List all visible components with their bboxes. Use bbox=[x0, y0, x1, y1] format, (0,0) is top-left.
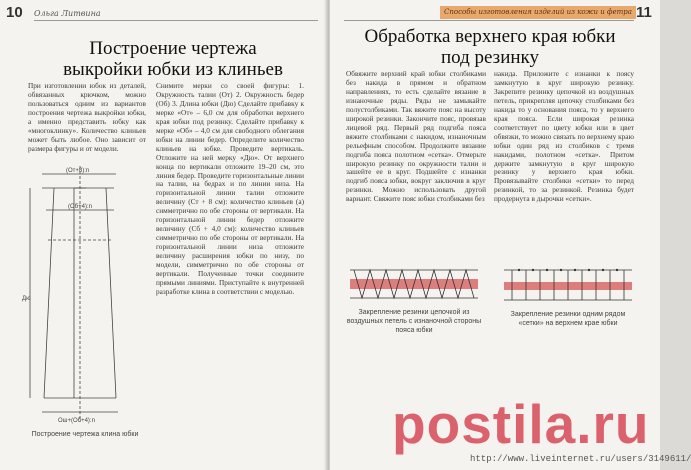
left-title-line2: выкройки юбки из клиньев bbox=[63, 59, 283, 80]
right-figure1-caption: Закрепление резинки цепочкой из воздушных петель с изнаночной стороны пояса юбки bbox=[346, 309, 482, 334]
right-title-line1: Обработка верхнего края юбки bbox=[364, 26, 616, 47]
left-page bbox=[0, 0, 326, 470]
header-tab: Способы изготовления изделий из кожи и фетра bbox=[440, 6, 636, 19]
dim-bottom-label: Ош+(Об+4):n bbox=[58, 418, 95, 424]
left-header-rule bbox=[34, 20, 318, 21]
right-header-rule bbox=[344, 20, 634, 21]
elastic-chain-diagram bbox=[348, 262, 480, 306]
postila-watermark: postila.ru bbox=[392, 393, 650, 455]
right-page-number: 11 bbox=[636, 4, 652, 21]
right-text-column-1: Обвяжите верхний край юбки столбиками без накида в прямом и обратном направлениях, то есть сделайте вязание в изнаночные ряды. Ряды не замыкайте полустолбиками. Так вяжите пояс на высоту широкой резинки. Закончите пояс, провязав лицевой ряд. Первый ряд подгиба пояса вяжите столбиками с накидом, изнаночным рельефным способом. Продолжите вязание подгиба пояса полотном «сетка». Отмерьте широкую резинку по окружности талии и зашейте ее в круг. Подшейте с изнанки подгиб пояса юбки, вокруг заключив в круг резинки. Можно использовать другой вариант. Свяжите пояс юбки столбиками без bbox=[346, 69, 486, 204]
left-title-line1: Построение чертежа bbox=[89, 38, 257, 59]
left-page-number: 10 bbox=[6, 4, 23, 21]
source-url: http://www.liveinternet.ru/users/3149611/ bbox=[470, 454, 691, 464]
right-title-line2: под резинку bbox=[440, 47, 539, 68]
dim-top-label: (От+8):n bbox=[66, 168, 90, 174]
right-page-title bbox=[350, 26, 630, 68]
dim-length-label: Дю bbox=[22, 296, 31, 302]
left-intro-text: При изготовлении юбок из деталей, обвязанных крючком, можно пользоваться одним из вариантов построения чертежа выкройки юбки, а именно представить юбку как «многоклинку». Количество клиньев может быть любое. Оно зависит от размера фигуры и от модели. bbox=[28, 81, 146, 153]
dim-hip-label: (Об+4):n bbox=[68, 204, 92, 210]
skirt-panel-drawing bbox=[20, 160, 152, 430]
right-text-column-2: накида. Приложите с изнанки к поясу замкнутую в круг широкую резинку. Закрепите резинку цепочкой из воздушных петель, прикрепляя цепочку столбиками без накида то у основания пояса, то у верхнего края пояса. Если широкая резинка соответствует по цвету юбки или в цвет обвязки, то можно связать по верхнему краю юбки один ряд из столбиков с тремя накидами, полотном «сетка». Притом держите замкнутую в круг широкую резинку у верхнего края юбки. Провязывайте столбики «сетки» то перед резинкой, то за резинкой. Резинка будет продернута в дырочки «сетки». bbox=[494, 69, 634, 204]
elastic-mesh-diagram bbox=[502, 262, 634, 306]
author-name: Ольга Литвина bbox=[34, 9, 101, 18]
left-instructions-text: Снимите мерки со своей фигуры: 1. Окружность талии (От) 2. Окружность бедер (Об) 3. Длина юбки (Дю) Сделайте прибавку к мерке «От» – 6,0 см для обработки верхнего края юбки под резинку. Сделайте прибавку к мерке «Об» – 4,0 см для свободного облегания юбки на линии бедер. Определите количество клиньев на юбке. Проведите вертикаль. Отложите на ней мерку «Дю». От верхнего конца по вертикали отложите 19–20 см, это линия бедер. Проведите горизонтальные линии на талии, на бедрах и по линии низа. На горизонтальной линии талии отложите величину (Ст + 8 см): количество клиньев (а) симметрично по обе стороны от вертикали. На горизонтальной линии бедер отложите величину (Сб + 4,0 см): количество клиньев симметрично по обе стороны от вертикали. На горизонтальной линии низа отложите величину расширения юбки по низу, по модели, симметрично по обе стороны от вертикали. Полученные точки соедините прямыми линиями. Приступайте к внутренней разработке клина в соответствии с моделью. bbox=[156, 81, 304, 296]
right-figure2-caption: Закрепление резинки одним рядом «сетки» на верхнем крае юбки bbox=[510, 311, 626, 327]
left-page-title bbox=[38, 38, 308, 80]
left-figure-caption: Построение чертежа клина юбки bbox=[31, 431, 139, 438]
